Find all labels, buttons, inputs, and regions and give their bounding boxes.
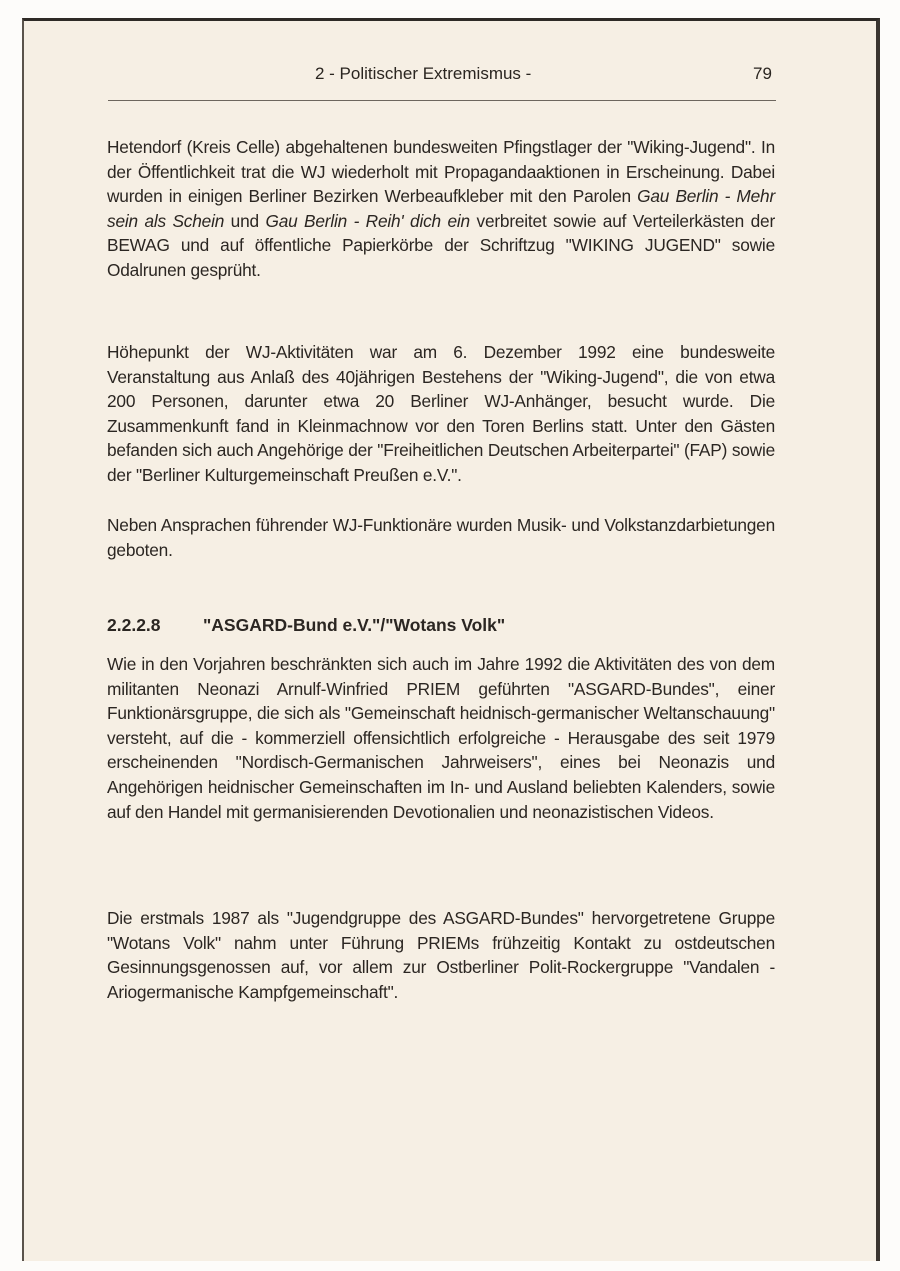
header-title: 2 - Politischer Extremismus - xyxy=(315,64,532,83)
paragraph-3: Wie in den Vorjahren beschränkten sich auch im Jahre 1992 die Aktivitäten des von dem militanten Neonazi Arnulf-Winfried PRIEM geführten "ASGARD-Bundes", einer Funktionärsgruppe, die sich als "Gemeinschaft heidnisch-germanischer Weltanschauung" versteht, auf die - kommerziell offensichtlich erfolgreiche - Herausgabe des seit 1979 erscheinenden "Nordisch-Germanischen Jahrweisers", eines bei Neonazis und Angehörigen heidnischer Gemeinschaften im In- und Ausland beliebten Kalenders, sowie auf den Handel mit germanisierenden Devotionalien und neonazistischen Videos. xyxy=(107,654,775,822)
section-title: "ASGARD-Bund e.V."/"Wotans Volk" xyxy=(203,615,506,635)
page-number: 79 xyxy=(753,64,772,83)
paragraph-4: Die erstmals 1987 als "Jugendgruppe des ASGARD-Bundes" hervorgetretene Gruppe "Wotans Volk" nahm unter Führung PRIEMs frühzeitig Kontakt zu ostdeutschen Gesinnungsgenossen auf, vor allem zur Ostberliner Polit-Rockergruppe "Vandalen - Ariogermanische Kampfgemeinschaft". xyxy=(107,908,775,1002)
section-number: 2.2.2.8 xyxy=(107,615,161,635)
paragraph-1 xyxy=(107,135,775,283)
text: verbreitet sowie auf Verteilerkästen der BEWAG und auf öffentliche Papierkörbe der Schriftzug "WIKING JUGEND" sowie Odalrunen gesprüht. xyxy=(107,210,776,280)
text: Hetendorf (Kreis Celle) abgehaltenen bundesweiten Pfingstlager der "Wiking-Jugend". In der Öffentlichkeit trat die WJ wiederholt mit Propagandaaktionen in Erscheinung. Dabei wurden in einigen Berliner Bezirken Werbeaufkleber mit den Parolen xyxy=(107,137,775,207)
slogan-2: Gau Berlin - Reih' dich ein xyxy=(265,210,470,231)
paragraph-2: Höhepunkt der WJ-Aktivitäten war am 6. Dezember 1992 eine bundesweite Veranstaltung aus Anlaß des 40jährigen Bestehens der "Wiking-Jugend", die von etwa 200 Personen, darunter etwa 20 Berliner WJ-Anhänger, besucht wurde. Die Zusammenkunft fand in Kleinmachnow vor den Toren Berlins statt. Unter den Gästen befanden sich auch Angehörige der "Freiheitlichen Deutschen Arbeiterpartei" (FAP) sowie der "Berliner Kulturgemeinschaft Preußen e.V.". xyxy=(107,342,775,485)
header-rule xyxy=(108,100,776,101)
text: und xyxy=(224,210,266,231)
section-heading xyxy=(107,615,505,636)
paragraph-2b: Neben Ansprachen führender WJ-Funktionäre wurden Musik- und Volkstanzdarbietungen geboten. xyxy=(107,515,775,560)
slogan-1: Gau Berlin - Mehr sein als Schein xyxy=(107,186,775,231)
